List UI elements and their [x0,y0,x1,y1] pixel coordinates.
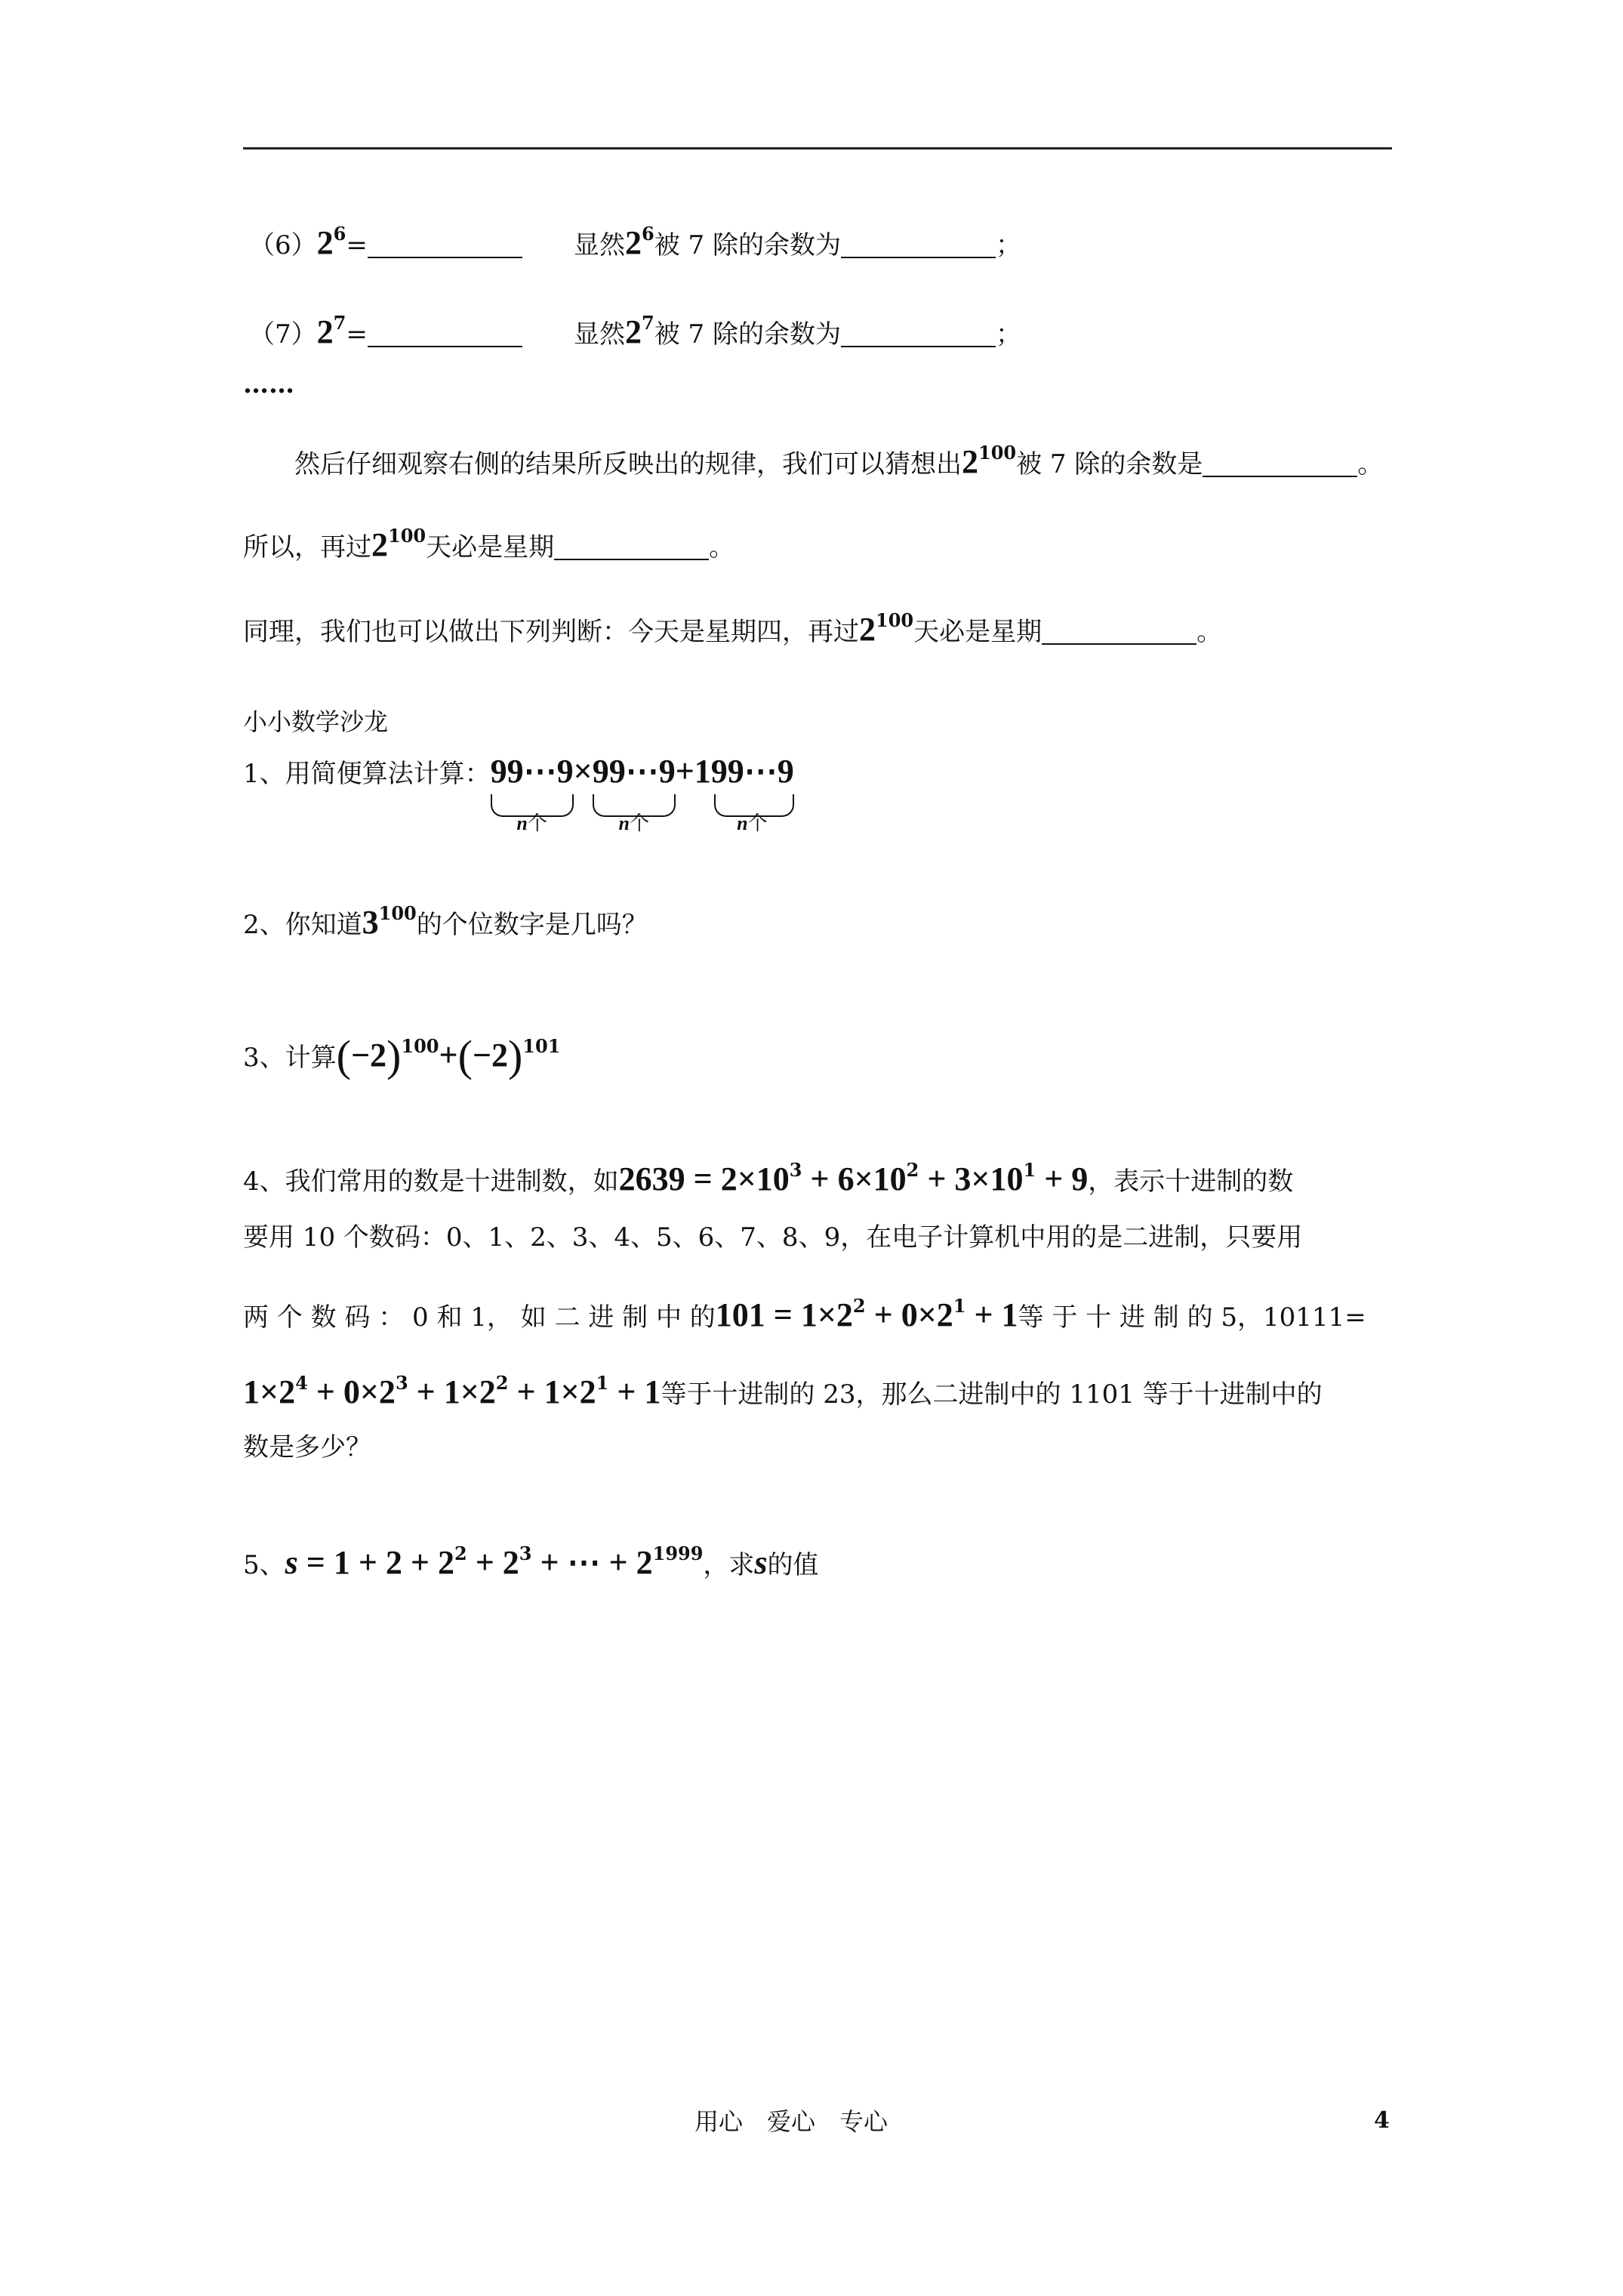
q3-expr-1: −2 [350,1037,387,1074]
q1-label: 1、用简便算法计算： [243,759,491,789]
q4-l4-math-3: + 1×2 [408,1373,496,1410]
q4-l4-text-b: 等于十进制的 23，那么二进制中的 1101 等于十进制中的 [661,1379,1323,1410]
q2-text-a: 2、你知道 [243,910,362,940]
question-4-line-5: 数是多少？ [243,1432,371,1462]
brace-label-3: n个 [737,812,768,835]
q5-exp-1: 2 [454,1542,467,1564]
item-7-blank-b[interactable] [841,323,996,347]
item-6-end: ； [995,230,1021,260]
item-6-remainder [574,223,1021,261]
q4-l3-text-b: 等 于 十 进 制 的 5，10111= [1018,1302,1366,1333]
q5-text-b: ，求 [703,1550,755,1580]
item-7-remainder [574,312,1021,350]
q4-l1-math-4: + 9 [1036,1160,1089,1197]
para2-text-b: 天必是星期 [426,532,555,562]
q4-l1-math-3: + 3×10 [919,1160,1024,1197]
q2-base: 3 [362,904,379,941]
q2-text-b: 的个位数字是几吗？ [416,910,648,940]
ellipsis: …… [243,369,294,399]
question-1 [243,753,794,835]
question-5 [243,1542,819,1581]
q1-times: × [573,753,593,790]
header-rule [243,147,1392,149]
brace-label-1: n个 [516,812,547,835]
paragraph-3 [243,609,1223,648]
q4-l4-exp-2: 3 [395,1372,408,1394]
item-6-exp: 6 [333,223,346,245]
para1-blank[interactable] [1203,453,1357,477]
q5-math-3: + ⋯ + 2 [531,1544,653,1581]
para1-text-b: 被 7 除的余数是 [1016,449,1203,479]
item-6-eq: = [346,230,368,260]
q5-var-s-2: s [754,1544,768,1581]
item-7-blank-a[interactable] [368,323,522,347]
question-4-line-4 [243,1372,1323,1410]
q4-l1-math-2: + 6×10 [802,1160,907,1197]
para2-blank[interactable] [554,536,709,560]
q5-math-1: = 1 + 2 + 2 [297,1544,454,1581]
q4-l4-exp-4: 1 [596,1372,609,1394]
q4-l1-exp-2: 2 [906,1159,919,1181]
item-6-mid-base: 2 [625,224,642,261]
item-7-mid-base: 2 [625,313,642,350]
q4-l3-exp-2: 1 [953,1295,966,1317]
q4-l1-math-1: 2639 = 2×10 [618,1160,790,1197]
q4-l1-exp-3: 1 [1023,1159,1036,1181]
question-4-line-1 [243,1159,1294,1197]
footer-text: 用心 爱心 专心 [694,2107,888,2136]
q3-expr-2: −2 [472,1037,508,1074]
item-6-base: 2 [316,224,334,261]
q4-l4-math-5: + 1 [608,1373,661,1410]
para3-text-a: 同理，我们也可以做出下列判断：今天是星期四，再过 [243,617,859,647]
item-7-mid-a: 显然 [574,319,625,350]
q4-l4-math-2: + 0×2 [307,1373,396,1410]
item-7-base: 2 [316,313,334,350]
item-7-exp: 7 [333,312,346,334]
para2-end: 。 [709,532,735,562]
q3-text-a: 3、计算 [243,1043,337,1073]
question-3: 3、计算$(-2)^{100}+(-2)^{101}$ [243,1031,561,1080]
section-title: 小小数学沙龙 [243,707,389,736]
q4-l3-math-2: + 0×2 [865,1296,953,1333]
paragraph-1 [294,442,1384,480]
para1-text-a: 然后仔细观察右侧的结果所反映出的规律，我们可以猜想出 [294,449,962,479]
q4-l1-text-b: ，表示十进制的数 [1088,1166,1294,1197]
para3-end: 。 [1196,617,1223,647]
item-6-mid-exp: 6 [642,223,654,245]
question-4-line-3 [243,1295,1366,1333]
q5-var-s: s [285,1544,298,1581]
q4-l1-exp-1: 3 [789,1159,802,1181]
para1-end: 。 [1357,449,1384,479]
brace-label-2: n个 [618,812,649,835]
item-6-mid-a: 显然 [574,230,625,260]
para3-blank[interactable] [1042,621,1196,645]
item-7-mid-b: 被 7 除的余数为 [654,319,841,350]
q2-exp: 100 [378,902,417,924]
item-7-end: ； [995,319,1021,350]
item-6-blank-a[interactable] [368,234,522,258]
q4-l4-exp-3: 2 [495,1372,509,1394]
q4-l4-math-1: 1×2 [243,1373,296,1410]
q3-exp-1: 100 [401,1035,439,1057]
para1-base: 2 [962,443,978,480]
q4-l3-math-1: 101 = 1×2 [715,1296,853,1333]
q5-math-2: + 2 [467,1544,519,1581]
q1-plus: + [675,753,694,790]
item-6-blank-b[interactable] [841,234,996,258]
q4-l3-text-a: 两 个 数 码 ： 0 和 1， 如 二 进 制 中 的 [243,1302,716,1333]
item-7-mid-exp: 7 [642,312,654,334]
q5-exp-2: 3 [519,1542,532,1564]
item-6 [249,223,522,261]
q1-term-1: 99⋯9 n个 [490,753,574,835]
question-2 [243,902,648,941]
para2-exp: 100 [388,525,427,547]
q1-term-3: 199⋯9 n个 [694,753,794,835]
q5-label: 5、 [243,1550,285,1580]
q4-l4-exp-1: 4 [295,1372,308,1394]
q5-exp-3: 1999 [652,1542,704,1564]
item-6-mid-b: 被 7 除的余数为 [654,230,841,260]
item-7-eq: = [346,319,368,350]
para1-exp: 100 [978,442,1017,464]
para3-text-b: 天必是星期 [913,617,1042,647]
item-7 [249,312,522,350]
q4-l4-math-4: + 1×2 [508,1373,596,1410]
item-6-label: （6） [249,230,317,260]
q4-l3-exp-1: 2 [852,1295,866,1317]
q4-l1-text-a: 4、我们常用的数是十进制数，如 [243,1166,619,1197]
q1-term-2: 99⋯9 n个 [592,753,676,835]
q4-l3-math-3: + 1 [965,1296,1018,1333]
para3-exp: 100 [876,609,914,631]
q5-text-c: 的值 [767,1550,819,1580]
para3-base: 2 [859,611,876,648]
item-7-label: （7） [249,319,317,350]
page-number: 4 [1374,2107,1390,2134]
para2-text-a: 所以，再过 [243,532,371,562]
q3-plus: + [439,1037,458,1074]
q3-exp-2: 101 [522,1035,561,1057]
paragraph-2 [243,525,735,563]
question-4-line-2: 要用 10 个数码：0、1、2、3、4、5、6、7、8、9，在电子计算机中用的是二进制，只要用 [243,1222,1303,1253]
para2-base: 2 [371,526,388,563]
